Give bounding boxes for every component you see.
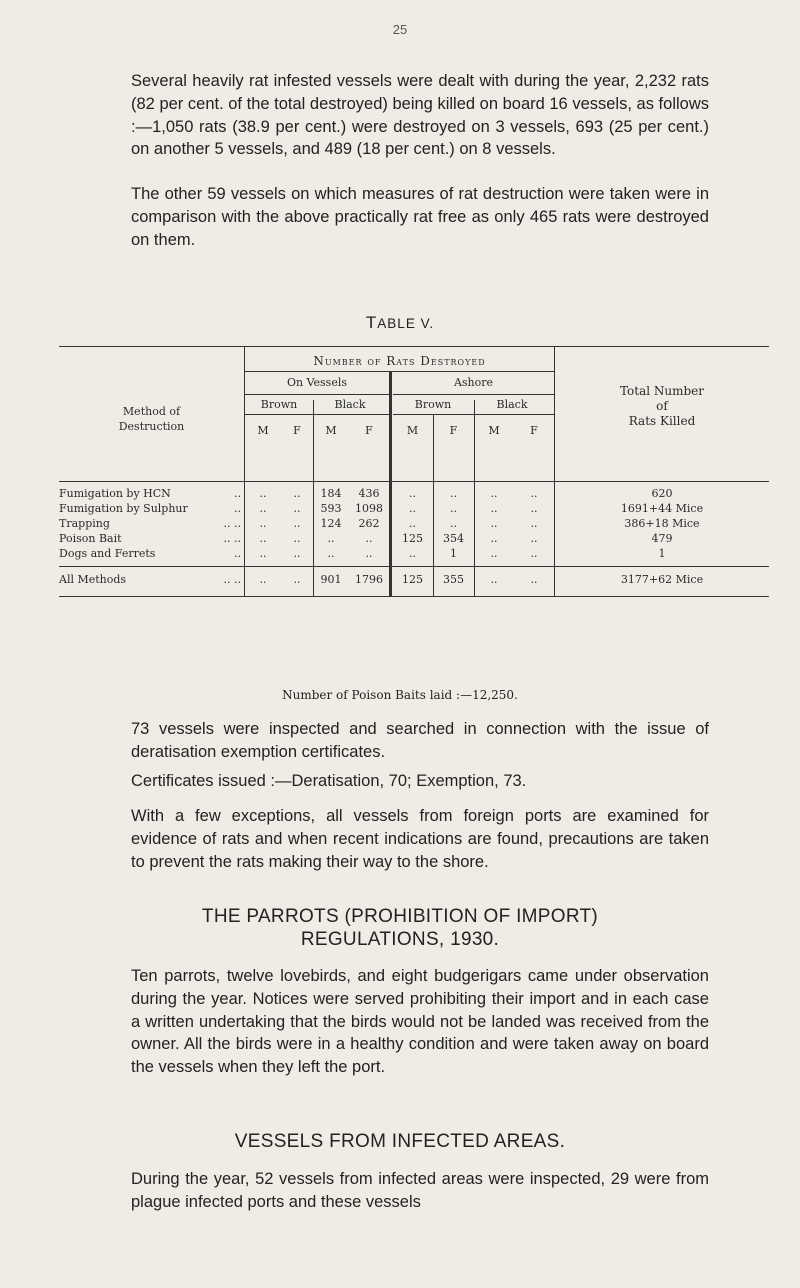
- table-rule-on-vessels: [245, 394, 389, 395]
- table-title-initial: T: [365, 313, 378, 332]
- table-row-2-v-bm: ..: [259, 502, 267, 515]
- header-a-black-f: F: [530, 424, 538, 437]
- table-row-4-a-km: ..: [490, 532, 498, 545]
- table-row-3-a-bf: ..: [450, 517, 457, 530]
- table-row-1-a-bm: ..: [409, 487, 416, 500]
- table-total-row-leader-dots: .. ..: [223, 573, 241, 586]
- table-row-5-a-bf: 1: [450, 547, 457, 560]
- paragraph-infected-areas: During the year, 52 vessels from infected areas were inspected, 29 were from plague infected ports and these vessels: [131, 1170, 709, 1211]
- table-row-2-v-bf: ..: [293, 502, 301, 515]
- table-row-1-v-kf: 436: [358, 487, 380, 500]
- header-ashore: Ashore: [453, 376, 494, 389]
- paragraph-parrots: Ten parrots, twelve lovebirds, and eight budgerigars came under observation during the year. Notices were served prohibiting their import and in each case a written undertaking that the birds would not be landed was received from the owner. All the birds were in a healthy condition and were taken away on board the vessels when they left the port.: [131, 967, 709, 1077]
- table-row-3-v-km: 124: [320, 517, 342, 530]
- table-row-3-v-kf: 262: [358, 517, 380, 530]
- header-method: Method of: [122, 405, 181, 418]
- table-top-rule: [59, 346, 769, 347]
- table-row-4-leader-dots: .. ..: [223, 532, 241, 545]
- table-row-3-total: 386+18 Mice: [624, 517, 700, 530]
- header-number-of-rats: Number of Rats Destroyed: [313, 354, 486, 368]
- header-v-brown-m: M: [257, 424, 269, 437]
- table-row-2-a-km: ..: [490, 502, 498, 515]
- heading-parrots-line1: THE PARROTS (PROHIBITION OF IMPORT): [201, 906, 599, 927]
- table-row-4-v-km: ..: [327, 532, 335, 545]
- table-rule-vessels-colour: [245, 414, 389, 415]
- table-row-1-a-kf: ..: [530, 487, 538, 500]
- paragraph-heavily-infested: Several heavily rat infested vessels were dealt with during the year, 2,232 rats (82 per cent. of the total destroyed) being killed on board 16 vessels, as follows :—1,050 rats (38.9 per cent.) were destroyed on 3 vessels, 693 (25 per cent.) on another 5 vessels, and 489 (18 per cent.) on 8 vessels.: [131, 72, 709, 159]
- table-col-rule-ashore: [389, 371, 392, 596]
- table-bottom-rule: [59, 596, 769, 597]
- table-row-4-v-bf: ..: [293, 532, 301, 545]
- table-row-2-v-km: 593: [320, 502, 342, 515]
- table-row-5-v-bm: ..: [259, 547, 267, 560]
- header-destruction: Destruction: [118, 420, 185, 433]
- header-v-black-f: F: [365, 424, 373, 437]
- table-row-1-v-bm: ..: [259, 487, 267, 500]
- table-row-2-method: Fumigation by Sulphur: [59, 502, 188, 515]
- header-total-line1: Total Number: [619, 384, 705, 398]
- header-total-line3: Rats Killed: [628, 414, 696, 428]
- header-ashore-black: Black: [496, 398, 528, 411]
- table-row-3-v-bf: ..: [293, 517, 301, 530]
- header-vessels-brown: Brown: [260, 398, 298, 411]
- table-row-3-a-km: ..: [490, 517, 498, 530]
- table-row-3-a-kf: ..: [530, 517, 538, 530]
- table-total-rule: [59, 566, 769, 567]
- table-row-3-leader-dots: .. ..: [223, 517, 241, 530]
- table-total-row-method: All Methods: [59, 573, 127, 586]
- paragraph-inspected: 73 vessels were inspected and searched in connection with the issue of deratisation exemption certificates.: [131, 720, 709, 761]
- table-rule-ashore: [393, 394, 554, 395]
- header-v-brown-f: F: [293, 424, 301, 437]
- paragraph-certificates: Certificates issued :—Deratisation, 70; Exemption, 73.: [131, 772, 527, 790]
- table-row-2-leader-dots: ..: [234, 502, 241, 515]
- table-total-row-total: 3177+62 Mice: [620, 573, 704, 586]
- header-total-line2: of: [656, 399, 668, 413]
- table-row-4-total: 479: [651, 532, 673, 545]
- table-row-1-v-bf: ..: [293, 487, 301, 500]
- header-a-brown-m: M: [406, 424, 419, 437]
- table-row-1-a-bf: ..: [450, 487, 457, 500]
- header-vessels-black: Black: [334, 398, 366, 411]
- table-row-5-total: 1: [658, 547, 666, 560]
- table-total-row-v-bf: ..: [293, 573, 301, 586]
- page-number: 25: [392, 22, 408, 37]
- table-footnote: Number of Poison Baits laid :—12,250.: [282, 688, 518, 702]
- table-row-4-method: Poison Bait: [59, 532, 122, 545]
- table-rule-number: [245, 371, 554, 372]
- table-row-5-leader-dots: ..: [234, 547, 241, 560]
- table-row-2-total: 1691+44 Mice: [620, 502, 704, 515]
- table-row-4-a-kf: ..: [530, 532, 538, 545]
- table-row-2-a-bm: ..: [409, 502, 416, 515]
- heading-parrots-line2: REGULATIONS, 1930.: [300, 929, 500, 950]
- table-header-rule: [59, 481, 769, 482]
- table-row-5-v-bf: ..: [293, 547, 301, 560]
- table-title: [0, 313, 800, 333]
- table-row-4-a-bm: 125: [402, 532, 423, 545]
- table-row-4-v-kf: ..: [365, 532, 373, 545]
- table-total-row-v-bm: ..: [259, 573, 267, 586]
- table-row-3-a-bm: ..: [409, 517, 416, 530]
- table-row-1-v-km: 184: [320, 487, 342, 500]
- table-row-2-v-kf: 1098: [355, 502, 383, 515]
- rats-destroyed-table: [59, 340, 769, 680]
- table-row-1-a-km: ..: [490, 487, 498, 500]
- table-row-5-method: Dogs and Ferrets: [59, 547, 156, 560]
- paragraph-exceptions: With a few exceptions, all vessels from foreign ports are examined for evidence of rats and when recent indications are found, precautions are taken to prevent the rats making their way to the shore.: [131, 807, 709, 871]
- table-total-row-a-km: ..: [490, 573, 498, 586]
- paragraph-other-vessels: The other 59 vessels on which measures of rat destruction were taken were in comparison with the above practically rat free as only 465 rats were destroyed on them.: [131, 185, 709, 249]
- table-row-4-v-bm: ..: [259, 532, 267, 545]
- table-row-5-v-km: ..: [327, 547, 335, 560]
- table-row-1-method: Fumigation by HCN: [59, 487, 171, 500]
- table-total-row-a-bm: 125: [402, 573, 423, 586]
- header-on-vessels: On Vessels: [286, 376, 347, 389]
- table-title-rest: ABLE V.: [377, 316, 435, 331]
- header-ashore-brown: Brown: [414, 398, 452, 411]
- table-row-5-v-kf: ..: [365, 547, 373, 560]
- table-row-2-a-bf: ..: [450, 502, 457, 515]
- table-row-5-a-bm: ..: [409, 547, 416, 560]
- header-v-black-m: M: [325, 424, 337, 437]
- table-total-row-v-kf: 1796: [355, 573, 383, 586]
- table-row-3-v-bm: ..: [259, 517, 267, 530]
- header-a-black-m: M: [488, 424, 500, 437]
- table-row-2-a-kf: ..: [530, 502, 538, 515]
- table-total-row-v-km: 901: [320, 573, 342, 586]
- header-a-brown-f: F: [449, 424, 458, 437]
- table-row-1-leader-dots: ..: [234, 487, 241, 500]
- table-row-4-a-bf: 354: [443, 532, 464, 545]
- table-row-5-a-kf: ..: [530, 547, 538, 560]
- table-total-row-a-kf: ..: [530, 573, 538, 586]
- table-row-3-method: Trapping: [59, 517, 110, 530]
- heading-vessels-infected: VESSELS FROM INFECTED AREAS.: [234, 1131, 566, 1152]
- table-row-1-total: 620: [651, 487, 673, 500]
- table-total-row-a-bf: 355: [443, 573, 464, 586]
- table-row-5-a-km: ..: [490, 547, 498, 560]
